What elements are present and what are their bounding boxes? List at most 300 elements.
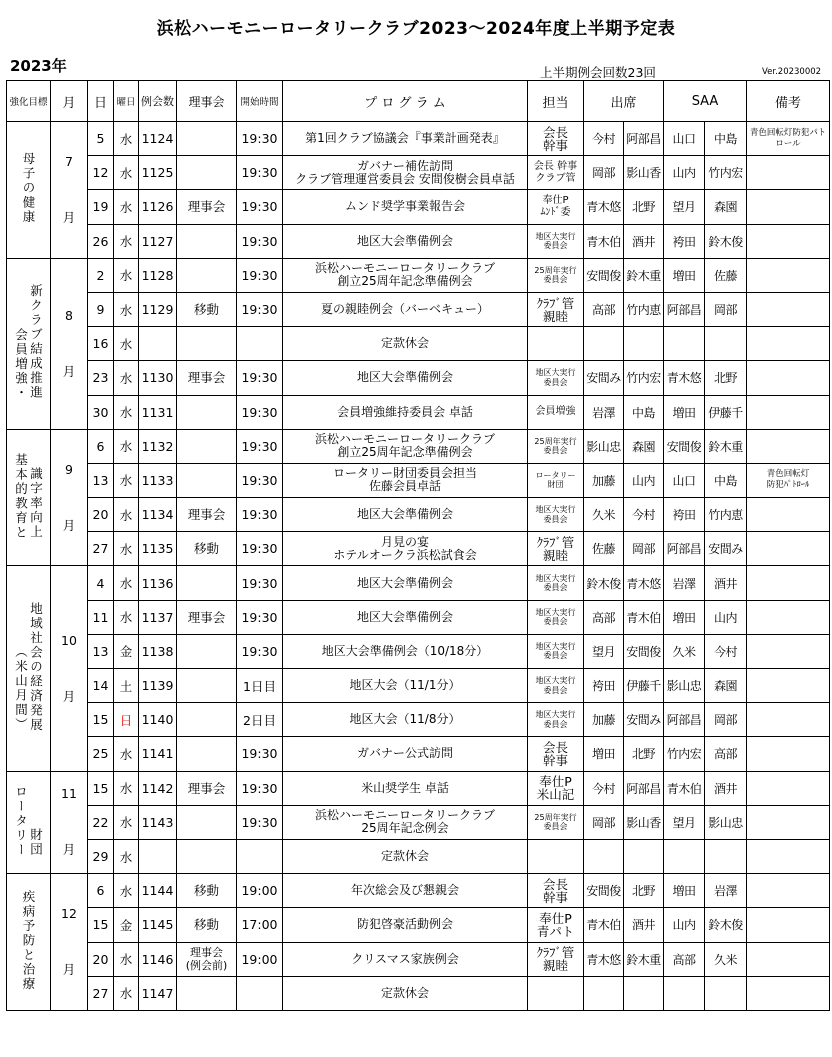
note-cell: 青色回転灯 防犯ﾊﾟﾄﾛｰﾙ bbox=[747, 463, 830, 497]
tanto-cell: ｸﾗﾌﾞ管 親睦 bbox=[528, 942, 584, 976]
start-time-cell: 19:30 bbox=[237, 156, 283, 190]
weekday-cell: 水 bbox=[114, 532, 139, 566]
tanto-cell: 会長 幹事 bbox=[528, 874, 584, 908]
meeting-no-cell: 1133 bbox=[139, 463, 177, 497]
saa-cell: 森園 bbox=[705, 190, 747, 224]
saa-cell: 阿部昌 bbox=[664, 703, 705, 737]
saa-cell: 竹内恵 bbox=[705, 498, 747, 532]
attendance-cell: 佐藤 bbox=[584, 532, 624, 566]
saa-cell: 山口 bbox=[664, 122, 705, 156]
attendance-cell: 青木悠 bbox=[584, 190, 624, 224]
schedule-row bbox=[7, 327, 830, 361]
tanto-cell: 会長 幹事 クラブ管 bbox=[528, 156, 584, 190]
meeting-no-cell: 1136 bbox=[139, 566, 177, 600]
program-cell: 会員増強維持委員会 卓話 bbox=[283, 395, 528, 429]
day-cell: 22 bbox=[88, 805, 114, 839]
saa-cell: 酒井 bbox=[705, 566, 747, 600]
saa-cell: 鈴木俊 bbox=[705, 224, 747, 258]
goal-cell bbox=[7, 566, 51, 771]
program-cell: 地区大会（11/1分） bbox=[283, 669, 528, 703]
start-time-cell: 19:30 bbox=[237, 771, 283, 805]
header-attendance: 出席 bbox=[584, 81, 664, 122]
tanto-cell: 地区大実行 委員会 bbox=[528, 600, 584, 634]
weekday-cell: 水 bbox=[114, 327, 139, 361]
weekday-cell: 水 bbox=[114, 258, 139, 292]
saa-cell: 増田 bbox=[664, 395, 705, 429]
header-row bbox=[7, 81, 830, 122]
schedule-row bbox=[7, 224, 830, 258]
saa-cell bbox=[664, 327, 705, 361]
attendance-cell: 加藤 bbox=[584, 463, 624, 497]
attendance-cell: 青木悠 bbox=[584, 942, 624, 976]
schedule-row bbox=[7, 942, 830, 976]
schedule-row bbox=[7, 634, 830, 668]
start-time-cell: 19:30 bbox=[237, 737, 283, 771]
board-cell: 移動 bbox=[177, 908, 237, 942]
goal-cell bbox=[7, 258, 51, 429]
saa-cell: 阿部昌 bbox=[664, 292, 705, 326]
saa-cell: 影山忠 bbox=[664, 669, 705, 703]
program-cell: 地区大会準備例会 bbox=[283, 361, 528, 395]
note-cell bbox=[747, 429, 830, 463]
board-cell: 理事会 (例会前) bbox=[177, 942, 237, 976]
attendance-cell: 増田 bbox=[584, 737, 624, 771]
meeting-no-cell: 1124 bbox=[139, 122, 177, 156]
schedule-row bbox=[7, 292, 830, 326]
attendance-cell: 山内 bbox=[624, 463, 664, 497]
page-title: 浜松ハーモニーロータリークラブ2023～2024年度上半期予定表 bbox=[156, 19, 676, 39]
board-cell bbox=[177, 156, 237, 190]
attendance-cell: 北野 bbox=[624, 874, 664, 908]
saa-cell: 安間俊 bbox=[664, 429, 705, 463]
tanto-cell: 地区大実行 委員会 bbox=[528, 224, 584, 258]
meeting-no-cell bbox=[139, 839, 177, 873]
saa-cell: 今村 bbox=[705, 634, 747, 668]
goal-cell bbox=[7, 771, 51, 874]
saa-cell: 青木伯 bbox=[664, 771, 705, 805]
tanto-cell: 奉仕P ﾑﾝﾄﾞ委 bbox=[528, 190, 584, 224]
attendance-cell: 酒井 bbox=[624, 224, 664, 258]
note-cell bbox=[747, 874, 830, 908]
header-tanto: 担当 bbox=[528, 81, 584, 122]
attendance-cell bbox=[584, 976, 624, 1010]
day-cell: 13 bbox=[88, 463, 114, 497]
start-time-cell: 19:30 bbox=[237, 429, 283, 463]
board-cell bbox=[177, 463, 237, 497]
saa-cell: 岩澤 bbox=[705, 874, 747, 908]
weekday-cell: 水 bbox=[114, 395, 139, 429]
saa-cell: 佐藤 bbox=[705, 258, 747, 292]
start-time-cell: 19:30 bbox=[237, 122, 283, 156]
meeting-no-cell: 1131 bbox=[139, 395, 177, 429]
attendance-cell bbox=[584, 839, 624, 873]
schedule-row bbox=[7, 839, 830, 873]
board-cell: 移動 bbox=[177, 874, 237, 908]
tanto-cell: 地区大実行 委員会 bbox=[528, 498, 584, 532]
saa-cell: 中島 bbox=[705, 122, 747, 156]
start-time-cell: 19:30 bbox=[237, 463, 283, 497]
tanto-cell: 地区大実行 委員会 bbox=[528, 634, 584, 668]
program-cell: 地区大会準備例会 bbox=[283, 498, 528, 532]
saa-cell: 高部 bbox=[664, 942, 705, 976]
header-month: 月 bbox=[51, 81, 88, 122]
program-cell: 地区大会準備例会 bbox=[283, 566, 528, 600]
header-goal: 強化目標 bbox=[7, 81, 51, 122]
weekday-cell: 土 bbox=[114, 669, 139, 703]
goal-text: 疾病予防と治療 bbox=[21, 889, 36, 992]
saa-cell: 北野 bbox=[705, 361, 747, 395]
month-cell: 7 月 bbox=[51, 122, 88, 259]
attendance-cell: 高部 bbox=[584, 600, 624, 634]
day-cell: 30 bbox=[88, 395, 114, 429]
saa-cell: 岡部 bbox=[705, 703, 747, 737]
saa-cell: 竹内宏 bbox=[664, 737, 705, 771]
attendance-cell: 岡部 bbox=[624, 532, 664, 566]
note-cell bbox=[747, 703, 830, 737]
note-cell bbox=[747, 942, 830, 976]
month-cell: 10 月 bbox=[51, 566, 88, 771]
board-cell: 理事会 bbox=[177, 498, 237, 532]
saa-cell: 青木悠 bbox=[664, 361, 705, 395]
tanto-cell: 25周年実行 委員会 bbox=[528, 258, 584, 292]
saa-cell: 増田 bbox=[664, 874, 705, 908]
attendance-cell: 鈴木俊 bbox=[584, 566, 624, 600]
day-cell: 4 bbox=[88, 566, 114, 600]
meeting-count: 上半期例会回数23回 bbox=[540, 65, 656, 80]
attendance-cell: 影山忠 bbox=[584, 429, 624, 463]
attendance-cell: 竹内恵 bbox=[624, 292, 664, 326]
board-cell bbox=[177, 634, 237, 668]
month-cell: 9 月 bbox=[51, 429, 88, 566]
start-time-cell bbox=[237, 976, 283, 1010]
goal-subtext: （米山月間） bbox=[13, 645, 29, 733]
program-cell: 地区大会準備例会 bbox=[283, 600, 528, 634]
saa-cell: 久米 bbox=[664, 634, 705, 668]
schedule-row bbox=[7, 463, 830, 497]
weekday-cell: 水 bbox=[114, 190, 139, 224]
start-time-cell: 19:30 bbox=[237, 292, 283, 326]
weekday-cell: 水 bbox=[114, 498, 139, 532]
program-cell: クリスマス家族例会 bbox=[283, 942, 528, 976]
tanto-cell: ｸﾗﾌﾞ管 親睦 bbox=[528, 292, 584, 326]
saa-cell bbox=[705, 839, 747, 873]
note-cell bbox=[747, 600, 830, 634]
attendance-cell: 望月 bbox=[584, 634, 624, 668]
board-cell bbox=[177, 737, 237, 771]
saa-cell: 阿部昌 bbox=[664, 532, 705, 566]
day-cell: 20 bbox=[88, 942, 114, 976]
board-cell bbox=[177, 805, 237, 839]
saa-cell: 増田 bbox=[664, 258, 705, 292]
board-cell bbox=[177, 566, 237, 600]
schedule-row bbox=[7, 566, 830, 600]
year-label: 2023年 bbox=[10, 57, 67, 75]
saa-cell: 岡部 bbox=[705, 292, 747, 326]
header-weekday: 曜日 bbox=[114, 81, 139, 122]
goal-cell bbox=[7, 122, 51, 259]
day-cell: 27 bbox=[88, 532, 114, 566]
saa-cell: 山口 bbox=[664, 463, 705, 497]
note-cell bbox=[747, 224, 830, 258]
weekday-cell: 金 bbox=[114, 634, 139, 668]
saa-cell bbox=[705, 327, 747, 361]
start-time-cell: 19:30 bbox=[237, 566, 283, 600]
attendance-cell: 北野 bbox=[624, 737, 664, 771]
note-cell bbox=[747, 156, 830, 190]
weekday-cell: 水 bbox=[114, 224, 139, 258]
note-cell bbox=[747, 669, 830, 703]
saa-cell: 影山忠 bbox=[705, 805, 747, 839]
meeting-no-cell: 1127 bbox=[139, 224, 177, 258]
start-time-cell: 19:30 bbox=[237, 805, 283, 839]
saa-cell: 竹内宏 bbox=[705, 156, 747, 190]
schedule-row bbox=[7, 703, 830, 737]
board-cell bbox=[177, 976, 237, 1010]
program-cell: 定款休会 bbox=[283, 976, 528, 1010]
meeting-no-cell: 1132 bbox=[139, 429, 177, 463]
board-cell bbox=[177, 429, 237, 463]
header-day: 日 bbox=[88, 81, 114, 122]
day-cell: 26 bbox=[88, 224, 114, 258]
note-cell bbox=[747, 395, 830, 429]
note-cell bbox=[747, 634, 830, 668]
attendance-cell: 酒井 bbox=[624, 908, 664, 942]
header-program: プ ロ グ ラ ム bbox=[283, 81, 528, 122]
weekday-cell: 水 bbox=[114, 839, 139, 873]
program-cell: 浜松ハーモニーロータリークラブ 創立25周年記念準備例会 bbox=[283, 258, 528, 292]
attendance-cell: 鈴木重 bbox=[624, 942, 664, 976]
attendance-cell: 今村 bbox=[624, 498, 664, 532]
meeting-no-cell: 1125 bbox=[139, 156, 177, 190]
note-cell bbox=[747, 361, 830, 395]
meeting-no-cell: 1147 bbox=[139, 976, 177, 1010]
tanto-cell: 25周年実行 委員会 bbox=[528, 805, 584, 839]
schedule-table bbox=[6, 80, 830, 1011]
meeting-no-cell: 1134 bbox=[139, 498, 177, 532]
schedule-row bbox=[7, 737, 830, 771]
schedule-row bbox=[7, 395, 830, 429]
note-cell bbox=[747, 737, 830, 771]
day-cell: 15 bbox=[88, 908, 114, 942]
schedule-row bbox=[7, 532, 830, 566]
attendance-cell: 高部 bbox=[584, 292, 624, 326]
day-cell: 9 bbox=[88, 292, 114, 326]
attendance-cell bbox=[584, 327, 624, 361]
meeting-no-cell: 1146 bbox=[139, 942, 177, 976]
note-cell bbox=[747, 498, 830, 532]
meeting-no-cell: 1141 bbox=[139, 737, 177, 771]
weekday-cell: 水 bbox=[114, 976, 139, 1010]
weekday-cell: 水 bbox=[114, 737, 139, 771]
header-meeting-no: 例会数 bbox=[139, 81, 177, 122]
saa-cell: 鈴木俊 bbox=[705, 908, 747, 942]
day-cell: 15 bbox=[88, 703, 114, 737]
board-cell: 移動 bbox=[177, 532, 237, 566]
tanto-cell: 会長 幹事 bbox=[528, 737, 584, 771]
schedule-row bbox=[7, 771, 830, 805]
goal-cell bbox=[7, 429, 51, 566]
tanto-cell: ロータリー 財団 bbox=[528, 463, 584, 497]
version-label: Ver.20230002 bbox=[762, 67, 822, 77]
start-time-cell: 19:30 bbox=[237, 361, 283, 395]
board-cell bbox=[177, 839, 237, 873]
start-time-cell bbox=[237, 327, 283, 361]
meeting-no-cell: 1137 bbox=[139, 600, 177, 634]
schedule-row bbox=[7, 190, 830, 224]
attendance-cell: 影山香 bbox=[624, 805, 664, 839]
attendance-cell: 加藤 bbox=[584, 703, 624, 737]
saa-cell: 中島 bbox=[705, 463, 747, 497]
header-note: 備考 bbox=[747, 81, 830, 122]
weekday-cell: 水 bbox=[114, 566, 139, 600]
board-cell bbox=[177, 122, 237, 156]
attendance-cell: 岡部 bbox=[584, 156, 624, 190]
board-cell bbox=[177, 669, 237, 703]
tanto-cell bbox=[528, 327, 584, 361]
goal-subtext: 基本的教育と bbox=[13, 452, 29, 540]
note-cell bbox=[747, 839, 830, 873]
saa-cell bbox=[664, 976, 705, 1010]
schedule-row bbox=[7, 361, 830, 395]
start-time-cell: 17:00 bbox=[237, 908, 283, 942]
saa-cell: 酒井 bbox=[705, 771, 747, 805]
attendance-cell: 青木悠 bbox=[624, 566, 664, 600]
meeting-no-cell bbox=[139, 327, 177, 361]
schedule-row bbox=[7, 122, 830, 156]
attendance-cell: 阿部昌 bbox=[624, 771, 664, 805]
start-time-cell: 19:30 bbox=[237, 498, 283, 532]
header-board: 理事会 bbox=[177, 81, 237, 122]
start-time-cell bbox=[237, 839, 283, 873]
saa-cell: 山内 bbox=[705, 600, 747, 634]
schedule-row bbox=[7, 669, 830, 703]
schedule-row bbox=[7, 156, 830, 190]
saa-cell: 山内 bbox=[664, 156, 705, 190]
weekday-cell: 水 bbox=[114, 805, 139, 839]
day-cell: 13 bbox=[88, 634, 114, 668]
note-cell bbox=[747, 532, 830, 566]
goal-subtext: ロータリー bbox=[13, 784, 29, 858]
day-cell: 14 bbox=[88, 669, 114, 703]
meeting-no-cell: 1129 bbox=[139, 292, 177, 326]
attendance-cell bbox=[624, 327, 664, 361]
day-cell: 27 bbox=[88, 976, 114, 1010]
meeting-no-cell: 1126 bbox=[139, 190, 177, 224]
note-cell bbox=[747, 292, 830, 326]
start-time-cell: 19:30 bbox=[237, 395, 283, 429]
program-cell: ムンド奨学事業報告会 bbox=[283, 190, 528, 224]
day-cell: 16 bbox=[88, 327, 114, 361]
attendance-cell: 北野 bbox=[624, 190, 664, 224]
program-cell: 浜松ハーモニーロータリークラブ 創立25周年記念準備例会 bbox=[283, 429, 528, 463]
attendance-cell: 青木伯 bbox=[584, 224, 624, 258]
month-cell: 12 月 bbox=[51, 874, 88, 1011]
program-cell: 防犯啓豪活動例会 bbox=[283, 908, 528, 942]
saa-cell: 高部 bbox=[705, 737, 747, 771]
meeting-no-cell: 1138 bbox=[139, 634, 177, 668]
goal-subtext: 会員増強・ bbox=[13, 327, 29, 401]
attendance-cell: 岡部 bbox=[584, 805, 624, 839]
tanto-cell: 地区大実行 委員会 bbox=[528, 669, 584, 703]
goal-text: 母子の健康 bbox=[21, 152, 36, 225]
saa-cell: 森園 bbox=[705, 669, 747, 703]
schedule-body bbox=[7, 122, 830, 1011]
day-cell: 15 bbox=[88, 771, 114, 805]
weekday-cell: 水 bbox=[114, 156, 139, 190]
day-cell: 5 bbox=[88, 122, 114, 156]
weekday-cell: 水 bbox=[114, 292, 139, 326]
attendance-cell: 安間俊 bbox=[624, 634, 664, 668]
goal-cell bbox=[7, 874, 51, 1011]
weekday-cell: 日 bbox=[114, 703, 139, 737]
program-cell: ロータリー財団委員会担当 佐藤会員卓話 bbox=[283, 463, 528, 497]
attendance-cell: 安間俊 bbox=[584, 874, 624, 908]
attendance-cell: 竹内宏 bbox=[624, 361, 664, 395]
program-cell: 地区大会準備例会 bbox=[283, 224, 528, 258]
saa-cell: 袴田 bbox=[664, 498, 705, 532]
schedule-row bbox=[7, 976, 830, 1010]
start-time-cell: 1日目 bbox=[237, 669, 283, 703]
start-time-cell: 19:30 bbox=[237, 600, 283, 634]
tanto-cell: 奉仕P 米山記 bbox=[528, 771, 584, 805]
goal-text: 新クラブ結成推進 bbox=[28, 284, 44, 401]
note-cell bbox=[747, 771, 830, 805]
start-time-cell: 19:00 bbox=[237, 942, 283, 976]
tanto-cell bbox=[528, 976, 584, 1010]
board-cell: 理事会 bbox=[177, 361, 237, 395]
attendance-cell: 中島 bbox=[624, 395, 664, 429]
program-cell: ガバナー公式訪問 bbox=[283, 737, 528, 771]
attendance-cell: 伊藤千 bbox=[624, 669, 664, 703]
start-time-cell: 19:30 bbox=[237, 224, 283, 258]
start-time-cell: 19:30 bbox=[237, 634, 283, 668]
attendance-cell: 森園 bbox=[624, 429, 664, 463]
day-cell: 2 bbox=[88, 258, 114, 292]
tanto-cell: 地区大実行 委員会 bbox=[528, 361, 584, 395]
program-cell: ガバナー補佐訪問 クラブ管理運営委員会 安間俊樹会員卓話 bbox=[283, 156, 528, 190]
schedule-row bbox=[7, 258, 830, 292]
saa-cell bbox=[705, 976, 747, 1010]
schedule-row bbox=[7, 874, 830, 908]
board-cell bbox=[177, 395, 237, 429]
note-cell bbox=[747, 566, 830, 600]
saa-cell: 安間み bbox=[705, 532, 747, 566]
day-cell: 29 bbox=[88, 839, 114, 873]
attendance-cell: 安間俊 bbox=[584, 258, 624, 292]
month-cell: 11 月 bbox=[51, 771, 88, 874]
day-cell: 23 bbox=[88, 361, 114, 395]
program-cell: 定款休会 bbox=[283, 327, 528, 361]
goal-text: 識字率向上 bbox=[28, 467, 44, 540]
weekday-cell: 水 bbox=[114, 361, 139, 395]
schedule-row bbox=[7, 429, 830, 463]
attendance-cell: 鈴木重 bbox=[624, 258, 664, 292]
meeting-no-cell: 1144 bbox=[139, 874, 177, 908]
meeting-no-cell: 1135 bbox=[139, 532, 177, 566]
start-time-cell: 2日目 bbox=[237, 703, 283, 737]
saa-cell: 袴田 bbox=[664, 224, 705, 258]
day-cell: 6 bbox=[88, 429, 114, 463]
meeting-no-cell: 1130 bbox=[139, 361, 177, 395]
program-cell: 地区大会（11/8分） bbox=[283, 703, 528, 737]
note-cell bbox=[747, 190, 830, 224]
meeting-no-cell: 1128 bbox=[139, 258, 177, 292]
board-cell bbox=[177, 327, 237, 361]
month-cell: 8 月 bbox=[51, 258, 88, 429]
weekday-cell: 水 bbox=[114, 600, 139, 634]
program-cell: 月見の宴 ホテルオークラ浜松試食会 bbox=[283, 532, 528, 566]
saa-cell bbox=[664, 839, 705, 873]
